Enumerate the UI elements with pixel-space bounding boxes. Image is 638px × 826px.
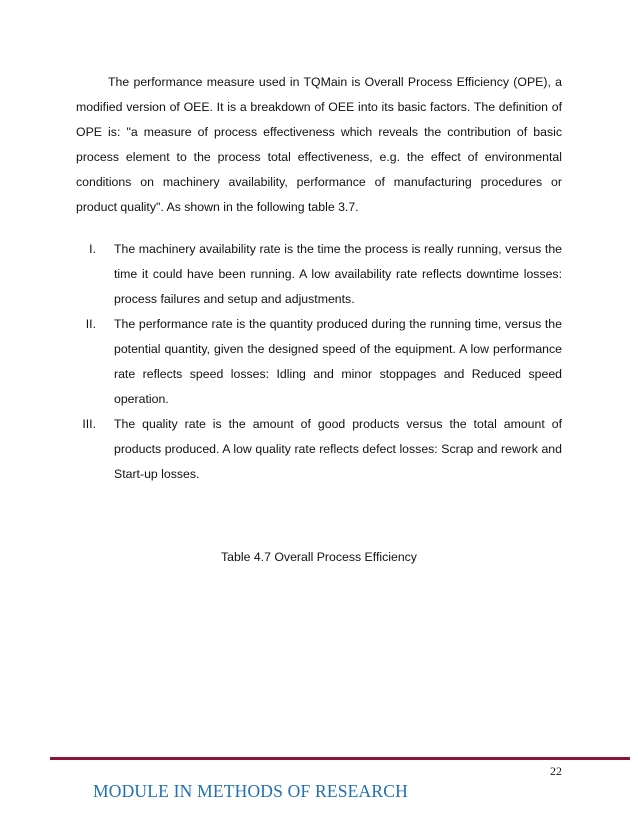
footer-title: MODULE IN METHODS OF RESEARCH (93, 781, 408, 801)
page-number: 22 (550, 764, 562, 778)
list-numeral: III. (82, 417, 96, 431)
list-text: The machinery availability rate is the time the process is really running, versus the time it could have been running. A low availability rate reflects downtime losses: process failures and setup and adjustments. (114, 242, 562, 306)
list-numeral: II. (85, 317, 96, 331)
definition-list (76, 237, 562, 487)
body-paragraph: The performance measure used in TQMain is Overall Process Efficiency (OPE), a modified version of OEE. It is a breakdown of OEE into its basic factors. The definition of OPE is: "a measure of process effectiveness which reveals the contribution of basic process element to the process total effectiveness, e.g. the effect of environmental conditions on machinery availability, performance of manufacturing procedures or product quality". As shown in the following table 3.7. (76, 75, 562, 214)
list-item (76, 237, 562, 312)
page-content (76, 70, 562, 487)
footer-rule (50, 757, 630, 760)
list-numeral: I. (89, 242, 96, 256)
list-item (76, 312, 562, 412)
table-caption: Table 4.7 Overall Process Efficiency (221, 550, 417, 564)
list-text: The performance rate is the quantity produced during the running time, versus the potential quantity, given the designed speed of the equipment. A low performance rate reflects speed losses: Idling and minor stoppages and Reduced speed operation. (114, 317, 562, 406)
list-item (76, 412, 562, 487)
list-text: The quality rate is the amount of good products versus the total amount of products produced. A low quality rate reflects defect losses: Scrap and rework and Start-up losses. (114, 417, 562, 481)
